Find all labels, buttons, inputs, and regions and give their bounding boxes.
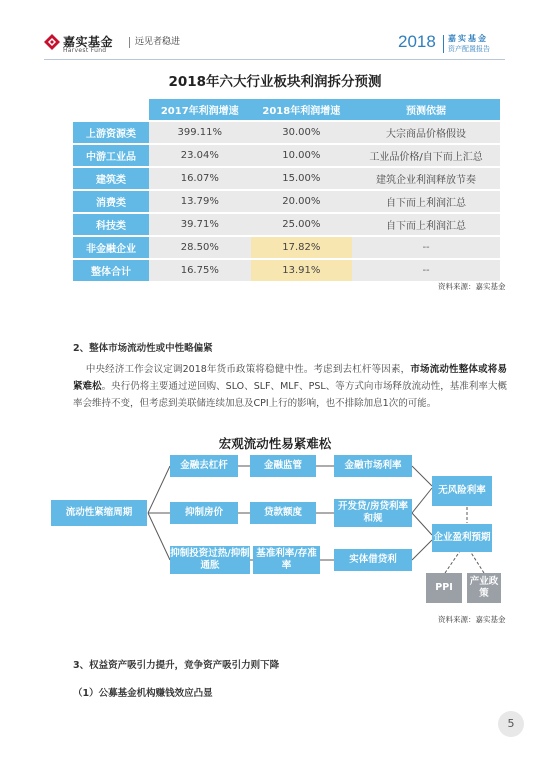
forecast-basis: 自下而上利润汇总	[352, 214, 500, 235]
growth-2017: 28.50%	[149, 237, 251, 258]
diagram-source-note: 资料来源：嘉实基金	[438, 615, 506, 624]
brand-name: 嘉实基金	[63, 35, 114, 49]
forecast-basis: --	[352, 237, 500, 258]
growth-2018: 15.00%	[251, 168, 353, 189]
diagram-node: 抑制房价	[170, 502, 238, 524]
paragraph-text: 。央行仍将主要通过逆回购、SLO、SLF、MLF、PSL、等方式向市场释放流动性，基准利率大概率会维持不变，但考虑到美联储连续加息及CPI上行的影响，也不排除加息1次的可能。	[73, 381, 507, 409]
brand-name-english: Harvest Fund	[63, 47, 107, 54]
growth-2017: 16.75%	[149, 260, 251, 281]
table-header-2017: 2017年利润增速	[149, 99, 251, 120]
growth-2017: 13.79%	[149, 191, 251, 212]
row-label: 整体合计	[73, 260, 149, 281]
diagram-node: 金融市场利率	[334, 455, 412, 477]
forecast-basis: 工业品价格/自下而上汇总	[352, 145, 500, 166]
diagram-node: 实体借贷利	[334, 549, 412, 571]
report-year: 2018	[398, 32, 436, 51]
diagram-title: 宏观流动性易紧难松	[218, 436, 332, 451]
report-title-line1: 嘉实基金	[448, 34, 488, 43]
forecast-basis: --	[352, 260, 500, 281]
table-source-note: 资料来源：嘉实基金	[438, 282, 506, 291]
table-header-basis: 预测依据	[352, 99, 500, 120]
section-heading: 2、整体市场流动性或中性略偏紧	[73, 343, 213, 354]
growth-2018-highlight: 13.91%	[251, 260, 353, 281]
diagram-node-outcome: 企业盈利预期	[432, 524, 492, 552]
growth-2018: 25.00%	[251, 214, 353, 235]
row-label: 中游工业品	[73, 145, 149, 166]
diagram-node-factor: 产业政策	[467, 573, 501, 603]
page-number: 5	[498, 711, 524, 737]
section-heading: 3、权益资产吸引力提升，竞争资产吸引力则下降	[73, 660, 280, 671]
subsection-heading: （1）公募基金机构赚钱效应凸显	[73, 688, 213, 699]
diagram-node: 贷款额度	[250, 502, 316, 524]
growth-2018: 10.00%	[251, 145, 353, 166]
forecast-basis: 建筑企业利润释放节奏	[352, 168, 500, 189]
row-label: 非金融企业	[73, 237, 149, 258]
growth-2017: 23.04%	[149, 145, 251, 166]
brand-slogan: 远见者稳进	[129, 37, 180, 48]
growth-2018-highlight: 17.82%	[251, 237, 353, 258]
row-label: 建筑类	[73, 168, 149, 189]
diagram-node-root: 流动性紧缩周期	[51, 500, 147, 526]
diagram-node: 抑制投资过热/抑制通胀	[170, 546, 250, 574]
table-title: 2018年六大行业板块利润拆分预测	[168, 74, 382, 90]
diagram-node: 基准利率/存准率	[253, 546, 320, 574]
row-label: 消费类	[73, 191, 149, 212]
row-label: 上游资源类	[73, 122, 149, 143]
diagram-node: 开发贷/房贷利率和规	[334, 499, 412, 527]
diagram-node: 金融去杠杆	[170, 455, 238, 477]
diagram-node-factor: PPI	[426, 573, 462, 603]
growth-2018: 20.00%	[251, 191, 353, 212]
forecast-basis: 自下而上利润汇总	[352, 191, 500, 212]
growth-2017: 399.11%	[149, 122, 251, 143]
diagram-node-outcome: 无风险利率	[432, 476, 492, 506]
table-header-2018: 2018年利润增速	[251, 99, 353, 120]
paragraph-emphasis: 市场流动性整体或将易紧难松	[73, 364, 507, 392]
paragraph-text: 中央经济工作会议定调2018年货币政策将稳健中性。考虑到去杠杆等因素，	[85, 364, 411, 375]
growth-2017: 16.07%	[149, 168, 251, 189]
diagram-node: 金融监管	[250, 455, 316, 477]
forecast-basis: 大宗商品价格假设	[352, 122, 500, 143]
growth-2018: 30.00%	[251, 122, 353, 143]
report-title-line2: 资产配置报告	[448, 45, 490, 53]
growth-2017: 39.71%	[149, 214, 251, 235]
row-label: 科技类	[73, 214, 149, 235]
